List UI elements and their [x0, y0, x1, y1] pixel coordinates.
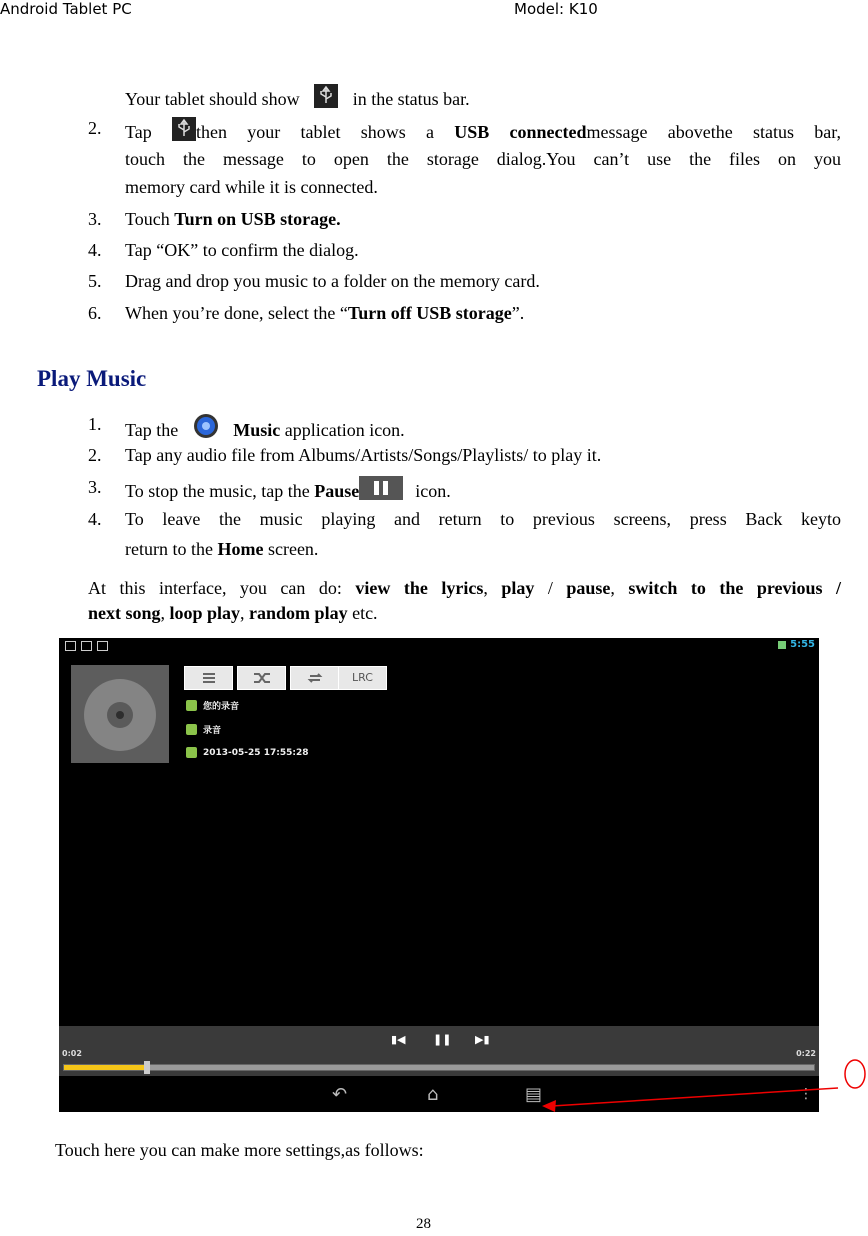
step-number: 4.: [88, 509, 102, 529]
track-item[interactable]: 2013-05-25 17:55:28: [186, 747, 308, 758]
usb-step-6: When you’re done, select the “Turn off USB storage”.: [125, 303, 525, 323]
step-number: 3.: [88, 209, 102, 229]
track-item[interactable]: 录音: [186, 723, 221, 736]
music-step-4-cont: return to the Home screen.: [125, 539, 319, 559]
usb-step-2: Tap then your tablet shows a USB connectedmessage abovethe status bar,: [125, 117, 841, 147]
interface-line-1: At this interface, you can do: view the lyrics, play / pause, switch to the previous /: [88, 578, 842, 598]
usb-step-4: Tap “OK” to confirm the dialog.: [125, 240, 359, 260]
status-clock: 5:55: [790, 639, 815, 650]
header-model: Model: K10: [514, 0, 598, 18]
step-number: 5.: [88, 271, 102, 291]
page-number: 28: [416, 1216, 431, 1232]
annotation-arrow-head: [542, 1100, 556, 1112]
menu-dots-icon[interactable]: ⋮: [799, 1086, 813, 1102]
annotation-arrow-line: [552, 1088, 838, 1106]
step-number: 6.: [88, 303, 102, 323]
caption: Touch here you can make more settings,as follows:: [55, 1140, 424, 1160]
step-number: 2.: [88, 445, 102, 465]
back-icon[interactable]: ↶: [332, 1084, 348, 1105]
lrc-button[interactable]: LRC: [338, 666, 387, 690]
annotation-circle: [845, 1060, 865, 1088]
recent-apps-icon[interactable]: ▤: [525, 1084, 543, 1105]
usb-step-2-cont: touch the message to open the storage dialog.You can’t use the files on you: [125, 149, 841, 169]
step-number: 3.: [88, 477, 102, 497]
home-icon[interactable]: ⌂: [427, 1084, 439, 1105]
step-number: 4.: [88, 240, 102, 260]
step-number: 2.: [88, 118, 102, 138]
pause-button[interactable]: ❚❚: [433, 1033, 452, 1046]
usb-step-3: Touch Turn on USB storage.: [125, 209, 341, 229]
music-step-3: To stop the music, tap the Pause icon.: [125, 476, 451, 506]
usb-step-2-cont2: memory card while it is connected.: [125, 177, 378, 197]
usb-step-5: Drag and drop you music to a folder on the memory card.: [125, 271, 540, 291]
previous-button[interactable]: ▮◀: [391, 1033, 406, 1046]
interface-line-2: next song, loop play, random play etc.: [88, 603, 378, 623]
music-step-2: Tap any audio file from Albums/Artists/Songs/Playlists/ to play it.: [125, 445, 602, 465]
music-step-1: Tap the Music application icon.: [125, 413, 405, 445]
header-product: Android Tablet PC: [0, 0, 132, 18]
next-button[interactable]: ▶▮: [475, 1033, 490, 1046]
step-number: 1.: [88, 414, 102, 434]
elapsed-time: 0:02: [62, 1049, 82, 1058]
music-step-4: To leave the music playing and return to previous screens, press Back keyto: [125, 509, 841, 529]
track-item[interactable]: 您的录音: [186, 699, 239, 712]
duration-time: 0:22: [796, 1049, 816, 1058]
intro-line: Your tablet should show in the status bar.: [125, 84, 470, 114]
section-title: Play Music: [37, 366, 147, 391]
